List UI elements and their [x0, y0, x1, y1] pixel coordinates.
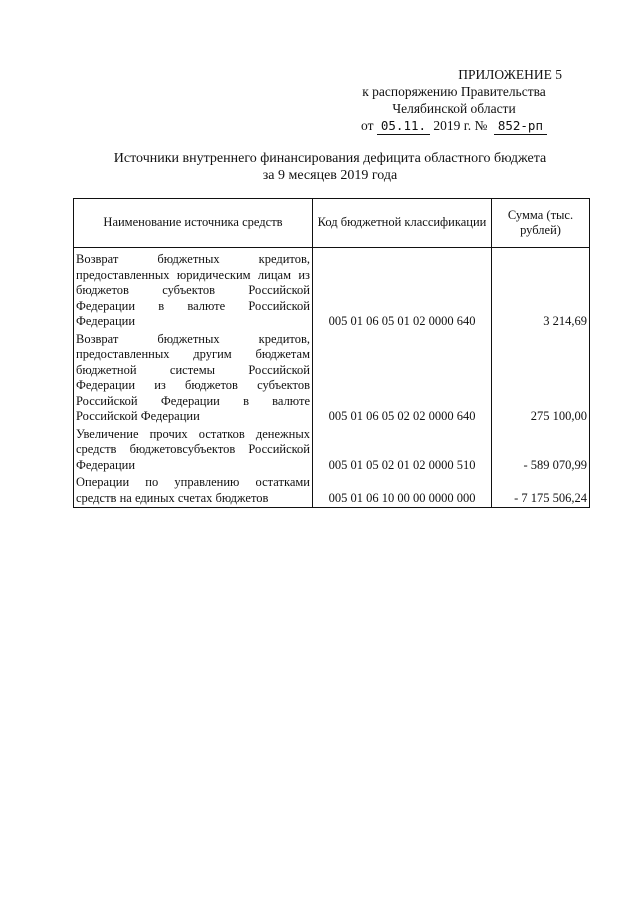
row-source-name: Возврат бюджетных кредитов, предоставленных другим бюджетам бюджетной системы Российской Федерации из бюджетов субъектов Российской Федерации в валюте Российской Федерации [74, 331, 313, 426]
appendix-date-line [334, 117, 574, 135]
appendix-from-label: от [361, 118, 374, 133]
row-sum: - 589 070,99 [492, 426, 590, 475]
row-budget-code: 005 01 06 10 00 00 0000 000 [313, 474, 492, 508]
header-sum: Сумма (тыс. рублей) [492, 199, 590, 248]
appendix-year-label: 2019 г. № [433, 118, 488, 133]
table-header-row [74, 199, 590, 248]
row-source-name: Возврат бюджетных кредитов, предоставленных юридическим лицам из бюджетов субъектов Российской Федерации в валюте Российской Федерации [74, 248, 313, 331]
row-sum: 3 214,69 [492, 248, 590, 331]
table-row [74, 331, 590, 426]
appendix-header [334, 66, 574, 135]
document-title-line-1: Источники внутреннего финансирования дефицита областного бюджета [113, 151, 547, 166]
row-budget-code: 005 01 06 05 01 02 0000 640 [313, 248, 492, 331]
row-budget-code: 005 01 05 02 01 02 0000 510 [313, 426, 492, 475]
appendix-title: ПРИЛОЖЕНИЕ 5 [458, 67, 562, 82]
row-sum: 275 100,00 [492, 331, 590, 426]
header-budget-code: Код бюджетной классификации [313, 199, 492, 248]
appendix-date-stamp: 05.11. [377, 117, 430, 135]
table-row [74, 248, 590, 331]
table-row [74, 426, 590, 475]
financing-sources-table [73, 198, 590, 508]
row-sum: - 7 175 506,24 [492, 474, 590, 508]
appendix-line-2: Челябинской области [392, 101, 516, 116]
row-source-name: Операции по управлению остатками средств на единых счетах бюджетов [74, 474, 313, 508]
row-budget-code: 005 01 06 05 02 02 0000 640 [313, 331, 492, 426]
row-source-name: Увеличение прочих остатков денежных средств бюджетовсубъектов Российской Федерации [74, 426, 313, 475]
header-source-name: Наименование источника средств [74, 199, 313, 248]
table-row [74, 474, 590, 508]
appendix-number-stamp: 852-рп [494, 117, 547, 135]
appendix-line-1: к распоряжению Правительства [362, 84, 546, 99]
document-title-line-2: за 9 месяцев 2019 года [262, 168, 398, 183]
document-title [60, 150, 600, 184]
